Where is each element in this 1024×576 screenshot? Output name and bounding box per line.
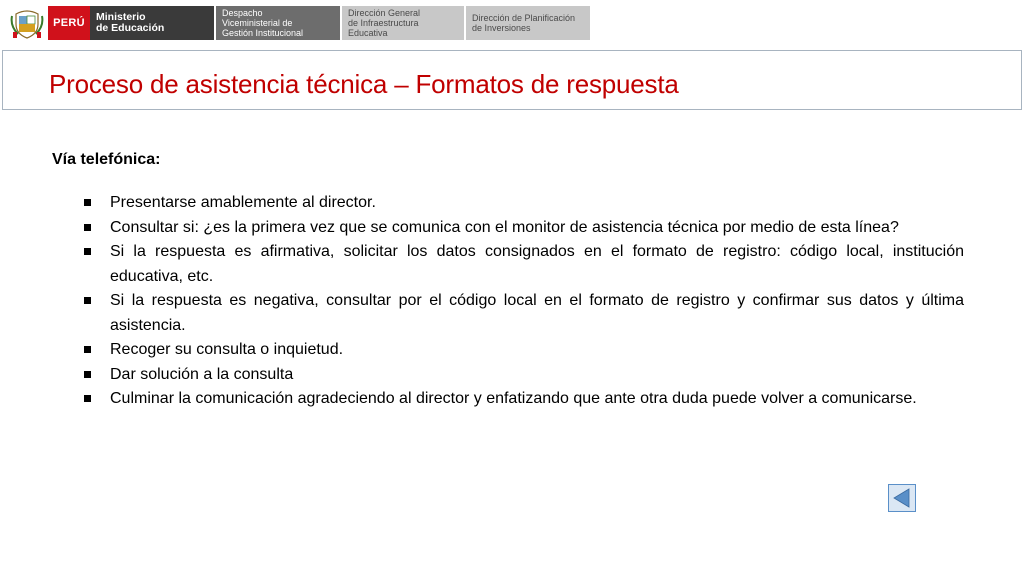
bullet-list bbox=[84, 191, 964, 412]
peru-label: PERÚ bbox=[48, 6, 90, 40]
bullet-square-icon bbox=[84, 199, 91, 206]
despacho-label bbox=[216, 6, 340, 40]
coat-of-arms-icon bbox=[10, 6, 44, 40]
slide-title: Proceso de asistencia técnica – Formatos de respuesta bbox=[49, 69, 679, 99]
ministry-line: Ministerio bbox=[96, 11, 146, 23]
despacho-line: Gestión Institucional bbox=[222, 28, 304, 38]
bullet-text: Recoger su consulta o inquietud. bbox=[110, 341, 344, 358]
despacho-line: Despacho bbox=[222, 8, 263, 18]
bullet-square-icon bbox=[84, 346, 91, 353]
bullet-text: Si la respuesta es negativa, consultar por el código local en el formato de registro y confirmar sus datos y última asistencia. bbox=[110, 292, 964, 334]
bullet-item bbox=[84, 216, 964, 241]
bullet-square-icon bbox=[84, 248, 91, 255]
despacho-line: Viceministerial de bbox=[222, 18, 293, 28]
dpi-line: Dirección de Planificación bbox=[472, 13, 576, 23]
header-banner bbox=[0, 0, 1024, 46]
back-button[interactable] bbox=[888, 484, 916, 512]
dgie-label bbox=[342, 6, 464, 40]
bullet-item bbox=[84, 191, 964, 216]
title-bar bbox=[2, 50, 1022, 110]
bullet-square-icon bbox=[84, 371, 91, 378]
bullet-square-icon bbox=[84, 297, 91, 304]
bullet-square-icon bbox=[84, 224, 91, 231]
ministry-label bbox=[90, 6, 214, 40]
bullet-text: Si la respuesta es afirmativa, solicitar los datos consignados en el formato de registro: código local, institución educativa, etc. bbox=[110, 243, 964, 285]
bullet-text: Consultar si: ¿es la primera vez que se comunica con el monitor de asistencia técnica por medio de esta línea? bbox=[110, 218, 899, 236]
dpi-label bbox=[466, 6, 590, 40]
dgie-line: Dirección General bbox=[348, 8, 421, 18]
bullet-square-icon bbox=[84, 395, 91, 402]
bullet-item bbox=[84, 240, 964, 289]
bullet-text: Dar solución a la consulta bbox=[110, 365, 294, 383]
ministry-line: de Educación bbox=[96, 22, 165, 34]
dgie-line: Educativa bbox=[348, 28, 388, 38]
bullet-item bbox=[84, 289, 964, 338]
section-subtitle: Vía telefónica: bbox=[52, 151, 161, 168]
bullet-item bbox=[84, 387, 964, 412]
bullet-text: Presentarse amablemente al director. bbox=[110, 194, 376, 211]
dgie-line: de Infraestructura bbox=[348, 18, 419, 28]
bullet-item bbox=[84, 338, 964, 363]
bullet-text: Culminar la comunicación agradeciendo al director y enfatizando que ante otra duda puede volver a comunicarse. bbox=[110, 390, 917, 407]
back-arrow-icon bbox=[889, 485, 915, 511]
bullet-item bbox=[84, 363, 964, 388]
dpi-line: de Inversiones bbox=[472, 23, 531, 33]
